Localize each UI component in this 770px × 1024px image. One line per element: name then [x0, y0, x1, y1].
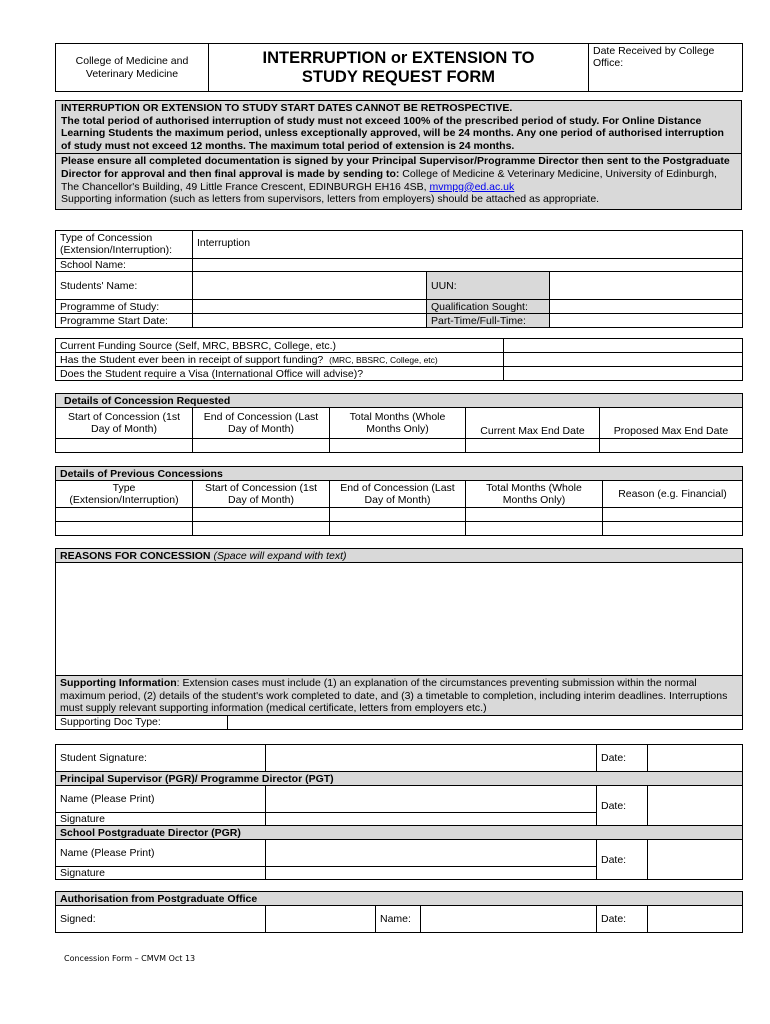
previous-start-field[interactable]: [193, 522, 330, 536]
college-name: [56, 44, 209, 92]
supervisor-signature-field[interactable]: [266, 813, 597, 826]
requested-current-max-field[interactable]: [466, 439, 600, 453]
previous-col-type-text: Type (Extension/Interruption): [69, 482, 179, 506]
concession-type-label: [56, 231, 193, 259]
school-name-label: [56, 259, 193, 272]
previous-total-field[interactable]: [466, 508, 603, 522]
previous-row: [56, 522, 743, 536]
auth-name-label: [376, 906, 421, 933]
requested-title-text: Details of Concession Requested: [64, 394, 231, 407]
school-name-field[interactable]: [193, 259, 743, 272]
auth-date-label: [597, 906, 648, 933]
parttime-label: [427, 314, 550, 328]
reasons-title-text: REASONS FOR CONCESSION: [60, 549, 211, 562]
reasons-textarea[interactable]: [56, 563, 743, 676]
school-pg-signature-field[interactable]: [266, 867, 597, 880]
auth-name-field[interactable]: [421, 906, 597, 933]
college-name-text: College of Medicine and Veterinary Medicine: [75, 54, 189, 80]
supervisor-date-field[interactable]: [648, 786, 743, 826]
authorisation-title-text: Authorisation from Postgraduate Office: [60, 892, 258, 905]
programme-field[interactable]: [193, 300, 427, 314]
date-received-label: Date Received by College Office:: [593, 45, 715, 69]
concession-type-field[interactable]: [193, 231, 743, 259]
period-rules: The total period of authorised interruption of study must not exceed 100% of the prescribed period of study. For Online Distance Learning Students the maximum period, unless exceptionally approved, will be 24 months. Any one period of authorised interruption of study must not exceed 12 months. The maximum total period of extension is 24 months.: [61, 114, 724, 152]
qualification-label-text: Qualification Sought:: [431, 300, 528, 313]
previous-title-text: Details of Previous Concessions: [60, 467, 223, 480]
retrospective-warning: INTERRUPTION OR EXTENSION TO STUDY START DATES CANNOT BE RETROSPECTIVE.: [61, 102, 513, 114]
date-received-cell[interactable]: [589, 44, 743, 92]
previous-start-field[interactable]: [193, 508, 330, 522]
requested-col-end-text: End of Concession (Last Day of Month): [203, 411, 319, 435]
previous-col-end: [330, 481, 466, 508]
previous-col-end-text: End of Concession (Last Day of Month): [340, 482, 455, 506]
uun-label: [427, 272, 550, 300]
requested-col-current-max: [466, 408, 600, 439]
requested-start-field[interactable]: [56, 439, 193, 453]
uun-field[interactable]: [550, 272, 743, 300]
requested-col-current-max-text: Current Max End Date: [480, 425, 585, 437]
supervisor-name-field[interactable]: [266, 786, 597, 813]
previous-col-reason: [603, 481, 743, 508]
school-pg-title: [56, 826, 743, 840]
support-funding-small: (MRC, BBSRC, College, etc): [329, 354, 438, 365]
previous-col-total-text: Total Months (Whole Months Only): [486, 482, 582, 506]
previous-reason-field[interactable]: [603, 522, 743, 536]
notice-row-instructions: [56, 154, 741, 208]
school-pg-date-label: [597, 840, 648, 880]
school-pg-name-field[interactable]: [266, 840, 597, 867]
concession-type-label-text: Type of Concession (Extension/Interruption):: [60, 232, 173, 256]
previous-title: [56, 467, 743, 481]
start-date-label: [56, 314, 193, 328]
footer-text: Concession Form – CMVM Oct 13: [64, 954, 196, 963]
auth-name-text: Name:: [380, 913, 411, 925]
previous-col-total: [466, 481, 603, 508]
previous-type-field[interactable]: [56, 508, 193, 522]
supervisor-signature-label: [56, 813, 266, 826]
requested-total-field[interactable]: [330, 439, 466, 453]
programme-label: [56, 300, 193, 314]
previous-col-start-text: Start of Concession (1st Day of Month): [204, 482, 318, 506]
student-name-label: [56, 272, 193, 300]
previous-row: [56, 508, 743, 522]
previous-col-start: [193, 481, 330, 508]
uun-label-text: UUN:: [431, 279, 457, 292]
supervisor-title-text: Principal Supervisor (PGR)/ Programme Director (PGT): [60, 772, 334, 785]
visa-text: Does the Student require a Visa (International Office will advise)?: [60, 367, 364, 380]
school-name-label-text: School Name:: [60, 259, 126, 271]
signed-field[interactable]: [266, 906, 376, 933]
support-funding-field[interactable]: [504, 353, 743, 367]
requested-col-total-text: Total Months (Whole Months Only): [349, 411, 446, 435]
supervisor-date-label: [597, 786, 648, 826]
student-signature-text: Student Signature:: [60, 752, 147, 764]
header-table: [55, 43, 743, 92]
previous-col-reason-text: Reason (e.g. Financial): [618, 488, 727, 500]
requested-col-start-text: Start of Concession (1st Day of Month): [67, 411, 181, 435]
requested-title: [56, 394, 743, 408]
authorisation-title: [56, 892, 743, 906]
funding-source-text: Current Funding Source (Self, MRC, BBSRC, College, etc.): [60, 339, 337, 352]
supporting-info-text: : Extension cases must include (1) an explanation of the circumstances preventing submission within the normal maximum period, (2) details of the student's work completed to date, and (3) a timetable to completion, including interim deadlines. Interruptions must supply relevant supporting information (medical certificate, letters from employers etc.): [60, 677, 728, 715]
student-details-table: [55, 230, 743, 328]
notice-row-rules: [56, 101, 741, 154]
requested-table: [55, 393, 743, 453]
auth-date-text: Date:: [601, 913, 627, 925]
auth-date-field[interactable]: [648, 906, 743, 933]
concession-type-value: Interruption: [197, 237, 251, 249]
visa-label: [56, 367, 504, 381]
previous-end-field[interactable]: [330, 522, 466, 536]
funding-source-field[interactable]: [504, 339, 743, 353]
support-funding-label: [56, 353, 504, 367]
visa-field[interactable]: [504, 367, 743, 381]
parttime-label-text: Part-Time/Full-Time:: [431, 314, 526, 327]
school-pg-name-text: Name (Please Print): [60, 847, 155, 859]
previous-end-field[interactable]: [330, 508, 466, 522]
school-pg-date-field[interactable]: [648, 840, 743, 880]
reasons-table: [55, 548, 743, 730]
funding-table: [55, 338, 743, 381]
doc-type-label-text: Supporting Doc Type:: [60, 716, 161, 729]
reasons-title: [56, 549, 743, 563]
supporting-info-note: Supporting information (such as letters from supervisors, letters from employers) should be attached as appropriate.: [61, 193, 600, 206]
reasons-subtitle: (Space will expand with text): [213, 549, 347, 562]
requested-end-field[interactable]: [193, 439, 330, 453]
funding-source-label: [56, 339, 504, 353]
signed-text: Signed:: [60, 913, 96, 925]
form-title-line2: STUDY REQUEST FORM: [301, 67, 496, 86]
school-pg-signature-text: Signature: [60, 867, 105, 879]
supporting-info-label: Supporting Information: [60, 677, 177, 689]
previous-type-field[interactable]: [56, 522, 193, 536]
start-date-label-text: Programme Start Date:: [60, 314, 168, 327]
doc-type-label: [56, 715, 228, 729]
requested-col-proposed-max-text: Proposed Max End Date: [613, 425, 729, 437]
authorisation-table: [55, 891, 743, 933]
supervisor-title: [56, 772, 743, 786]
signing-instructions: Please ensure all completed documentation is signed by your Principal Supervisor/Programme Director then sent to the Postgraduate Director for approval and then final approval is made by sending to:: [61, 155, 730, 180]
supervisor-name-label: [56, 786, 266, 813]
qualification-field[interactable]: [550, 300, 743, 314]
supervisor-name-text: Name (Please Print): [60, 793, 155, 805]
supervisor-signature-text: Signature: [60, 813, 105, 825]
student-signature-label: [56, 745, 266, 772]
notice-box: [55, 100, 742, 210]
school-pg-date-text: Date:: [601, 853, 627, 866]
student-signature-field[interactable]: [266, 745, 597, 772]
requested-col-end: [193, 408, 330, 439]
school-pg-title-text: School Postgraduate Director (PGR): [60, 826, 241, 839]
requested-proposed-max-field[interactable]: [600, 439, 743, 453]
college-address: College of Medicine & Veterinary Medicine, University of Edinburgh, The Chancellor's Building, 49 Little France Crescent, EDINBURGH EH16 4SB,: [61, 167, 717, 193]
student-date-text: Date:: [601, 752, 627, 764]
previous-table: [55, 466, 743, 536]
student-date-field[interactable]: [648, 745, 743, 772]
parttime-field[interactable]: [550, 314, 743, 328]
supervisor-date-text: Date:: [601, 799, 627, 812]
start-date-field[interactable]: [193, 314, 427, 328]
school-pg-signature-label: [56, 867, 266, 880]
requested-col-proposed-max: [600, 408, 743, 439]
signatures-table: [55, 744, 743, 880]
form-title-line1: INTERRUPTION or EXTENSION TO: [262, 48, 535, 67]
school-pg-name-label: [56, 840, 266, 867]
requested-col-start: [56, 408, 193, 439]
form-title: [209, 44, 589, 92]
signed-label: [56, 906, 266, 933]
previous-reason-field[interactable]: [603, 508, 743, 522]
student-name-field[interactable]: [193, 272, 427, 300]
support-funding-text: Has the Student ever been in receipt of support funding?: [60, 353, 324, 366]
programme-label-text: Programme of Study:: [60, 300, 160, 313]
student-date-label: [597, 745, 648, 772]
doc-type-field[interactable]: [228, 715, 743, 729]
requested-col-total: [330, 408, 466, 439]
email-link[interactable]: mvmpg@ed.ac.uk: [429, 180, 515, 193]
previous-total-field[interactable]: [466, 522, 603, 536]
qualification-label: [427, 300, 550, 314]
student-name-label-text: Students' Name:: [60, 279, 138, 292]
supporting-info-cell: [56, 676, 743, 716]
previous-col-type: [56, 481, 193, 508]
